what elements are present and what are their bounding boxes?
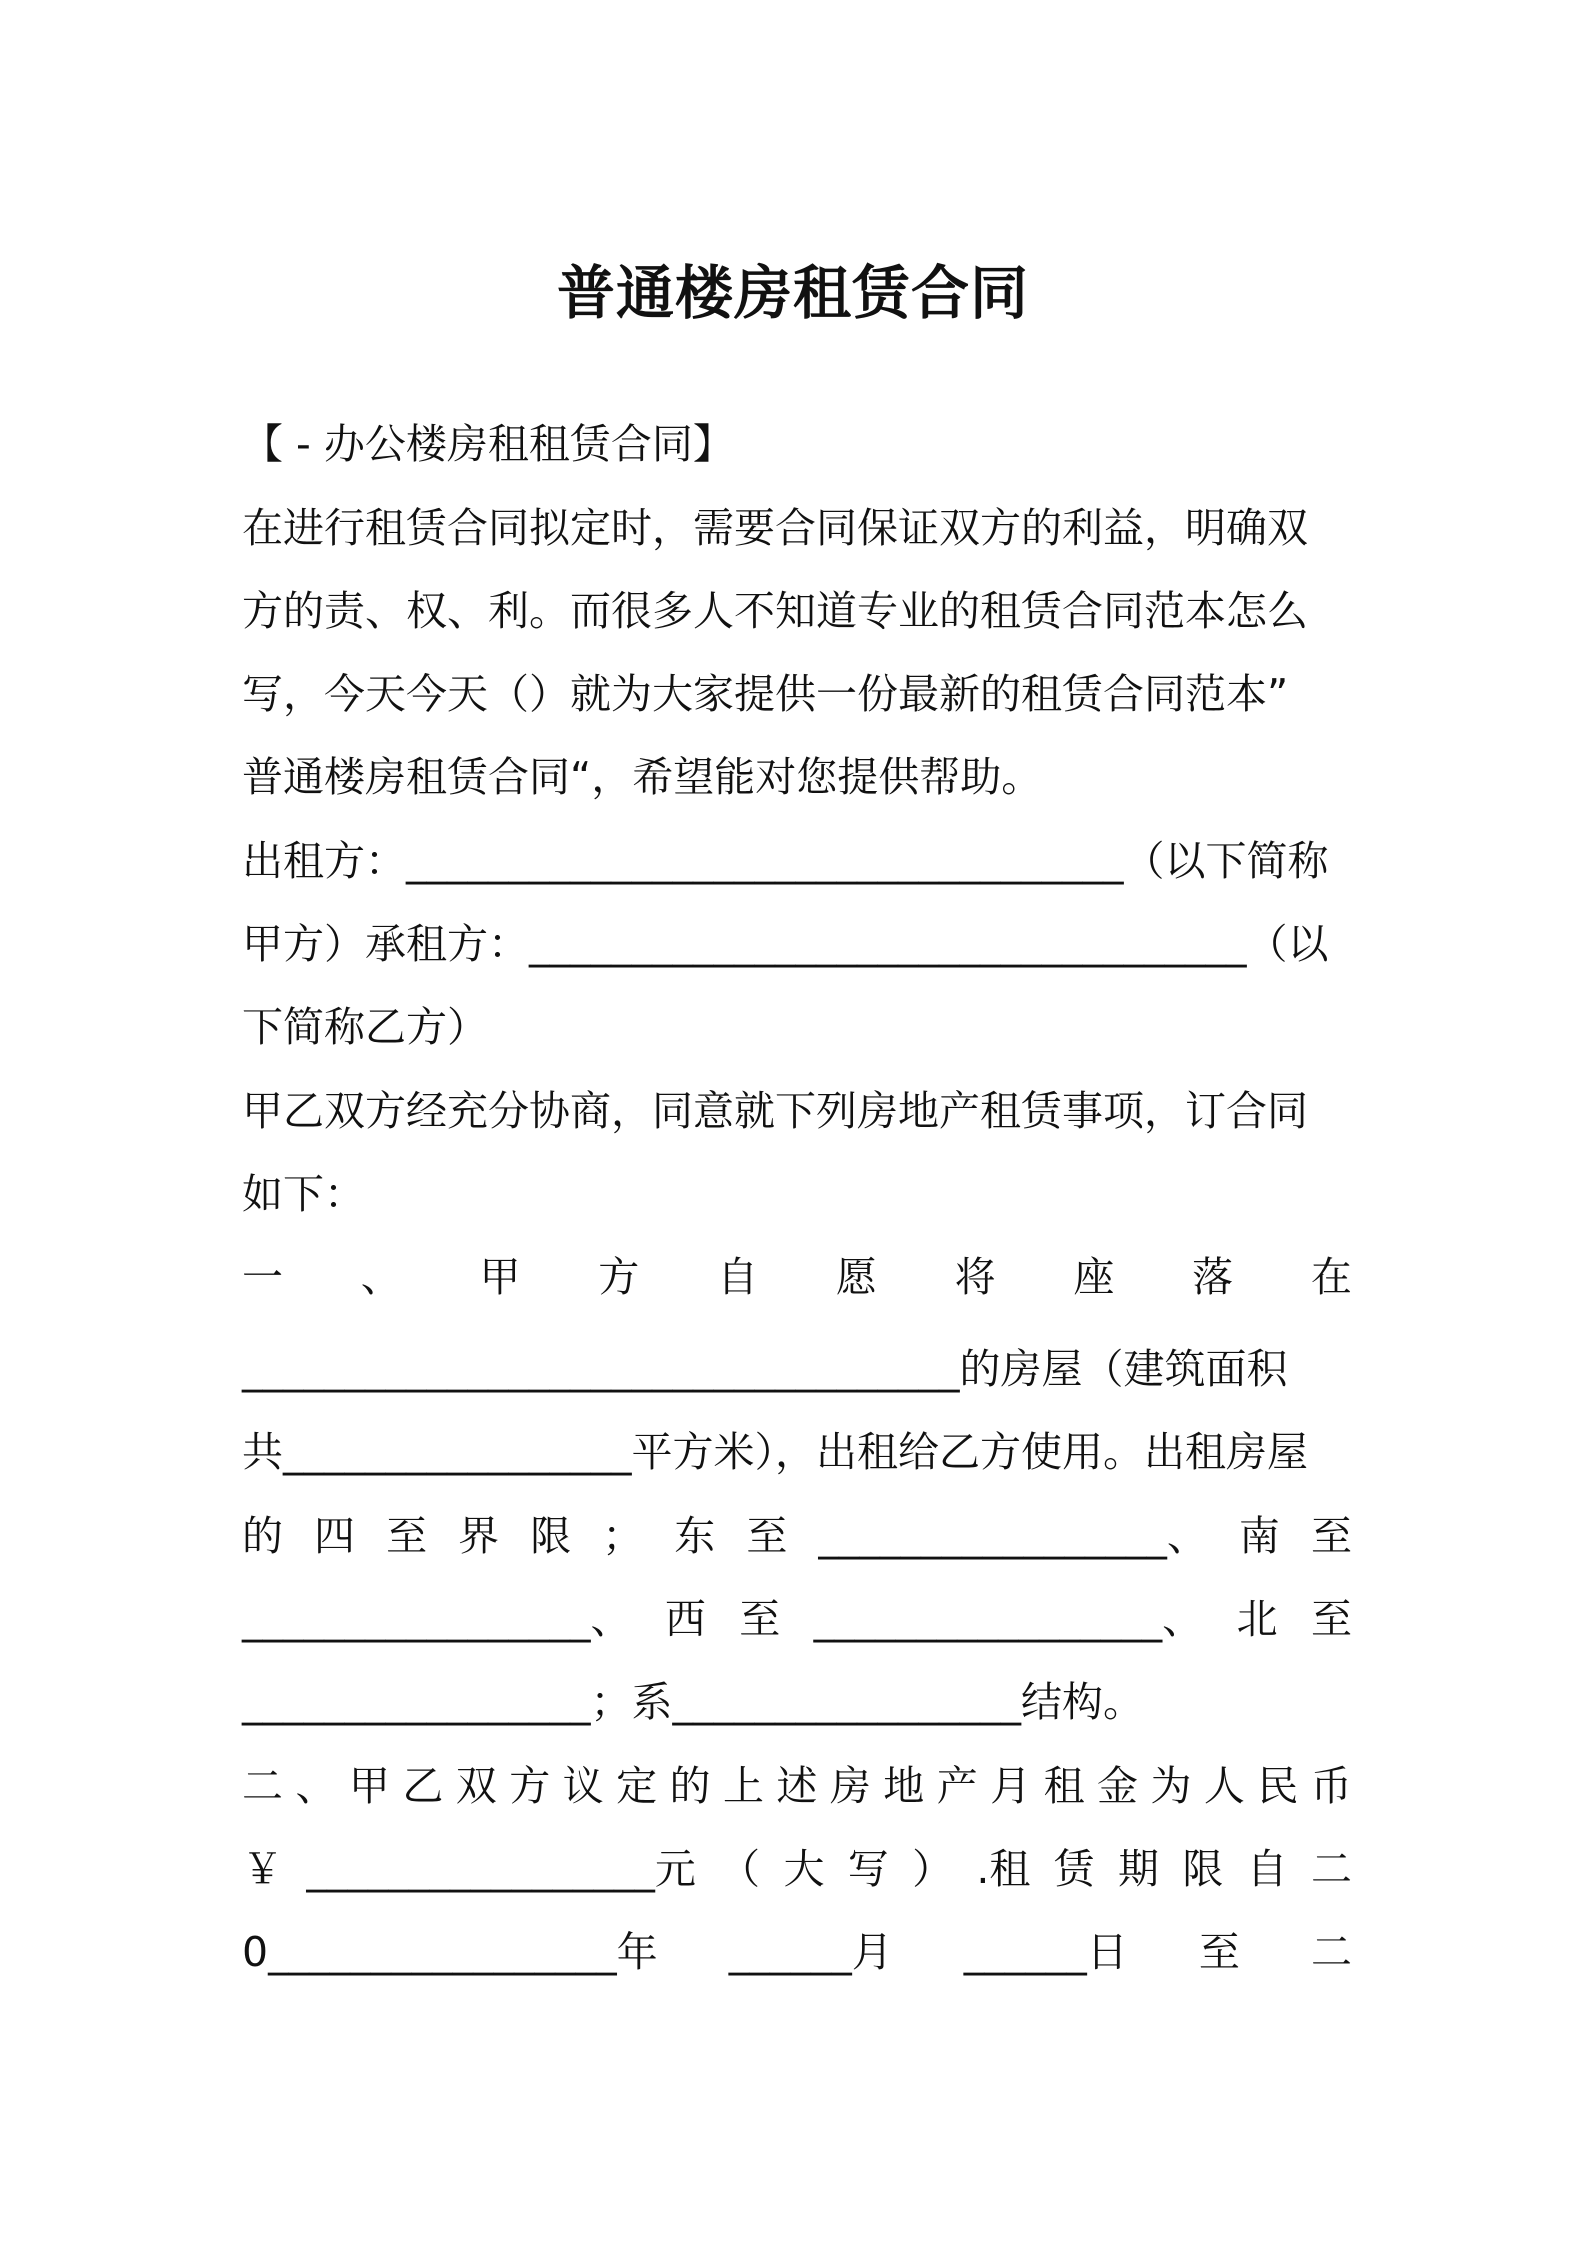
clause-2-char: 上 xyxy=(722,1762,764,1810)
bounds-char: 至 xyxy=(746,1512,788,1560)
clause-2-token: ￥ xyxy=(242,1845,283,1893)
clause-2-char: 民 xyxy=(1257,1762,1299,1810)
bounds-blank-south: _________________、 xyxy=(242,1595,632,1643)
lease-start-year-blank: 0_________________年 xyxy=(242,1928,658,1976)
clause-1-char: 座 xyxy=(1073,1253,1115,1301)
document-title: 普通楼房租赁合同 xyxy=(556,259,1029,327)
clause-2-char: 的 xyxy=(669,1762,711,1810)
clause-1-char: 在 xyxy=(1310,1253,1352,1301)
clause-1-char: 愿 xyxy=(835,1253,877,1301)
clause-1-char: 方 xyxy=(598,1253,640,1301)
clause-2-char: 人 xyxy=(1203,1762,1245,1810)
bounds-char: 西 xyxy=(664,1595,706,1643)
clause-2-char: 双 xyxy=(455,1762,497,1810)
bounds-char: 的 xyxy=(242,1512,283,1560)
clause-1-heading xyxy=(242,1247,1352,1307)
clause-2-token: 赁 xyxy=(1053,1845,1095,1893)
bounds-char: 至 xyxy=(739,1595,781,1643)
clause-2-char: 产 xyxy=(936,1762,978,1810)
bounds-blank-east: _________________、 xyxy=(818,1512,1208,1560)
clause-2-token: 大 xyxy=(783,1845,825,1893)
bounds-char: 四 xyxy=(314,1512,356,1560)
clause-1-line-2: 共_________________平方米），出租给乙方使用。出租房屋 xyxy=(242,1428,1308,1476)
clause-2-token: 二 xyxy=(1310,1845,1352,1893)
clause-2-char: 乙 xyxy=(402,1762,444,1810)
clause-2-char: 地 xyxy=(883,1762,925,1810)
bounds-blank-west: _________________、 xyxy=(813,1595,1204,1643)
clause-1-bounds-line-1 xyxy=(242,1506,1352,1566)
lease-start-month-blank: ______月 xyxy=(728,1928,893,1976)
paragraph-line-1: 在进行租赁合同拟定时，需要合同保证双方的利益，明确双 xyxy=(242,504,1308,552)
agreement-line-1: 甲乙双方经充分协商，同意就下列房地产租赁事项，订合同 xyxy=(242,1087,1308,1135)
clause-2-char: 月 xyxy=(990,1762,1032,1810)
clause-1-char: 落 xyxy=(1192,1253,1234,1301)
clause-2-line-2 xyxy=(242,1839,1352,1899)
bounds-char: 南 xyxy=(1238,1512,1280,1560)
clause-2-token: 自 xyxy=(1246,1845,1288,1893)
clause-2-char: 方 xyxy=(509,1762,551,1810)
clause-1-char: 自 xyxy=(717,1253,759,1301)
clause-1-bounds-line-2 xyxy=(242,1589,1352,1649)
clause-2-char: 为 xyxy=(1150,1762,1192,1810)
clause-2-char: 金 xyxy=(1097,1762,1138,1810)
document-subtitle: 【 - 办公楼房租租赁合同】 xyxy=(242,420,734,468)
bounds-char: 至 xyxy=(1310,1512,1352,1560)
clause-2-char: 述 xyxy=(776,1762,818,1810)
clause-2-token: .租 xyxy=(976,1845,1031,1893)
clause-1-line-1: ___________________________________的房屋（建筑面积 xyxy=(242,1345,1288,1393)
paragraph-line-2: 方的责、权、利。而很多人不知道专业的租赁合同范本怎么 xyxy=(242,587,1308,635)
clause-2-char: 、 xyxy=(295,1762,337,1810)
bounds-char: 至 xyxy=(386,1512,428,1560)
rent-amount-blank: _________________元 xyxy=(306,1845,696,1893)
clause-2-line-3 xyxy=(242,1922,1352,1982)
clause-2-token: 写 xyxy=(847,1845,889,1893)
agreement-line-2: 如下： xyxy=(242,1170,365,1218)
paragraph-line-4: 普通楼房租赁合同“，希望能对您提供帮助。 xyxy=(242,753,1043,801)
lease-start-day-blank: ______日 xyxy=(963,1928,1128,1976)
clause-2-char: 甲 xyxy=(348,1762,390,1810)
clause-2-char: 房 xyxy=(829,1762,871,1810)
paragraph-line-3: 写，今天今天（）就为大家提供一份最新的租赁合同范本” xyxy=(242,670,1289,718)
clause-2-token: 二 xyxy=(1310,1928,1352,1976)
clause-2-token: 期 xyxy=(1118,1845,1160,1893)
clause-2-token: ） xyxy=(912,1845,954,1893)
clause-1-char: 一 xyxy=(242,1253,283,1301)
clause-1-end-line: _________________；系_________________结构。 xyxy=(242,1678,1144,1726)
clause-2-char: 租 xyxy=(1043,1762,1085,1810)
bounds-char: 至 xyxy=(1310,1595,1352,1643)
lessor-line: 出租方：___________________________________（以下简称 xyxy=(242,837,1329,885)
clause-2-char: 币 xyxy=(1310,1762,1352,1810)
clause-2-token: （ xyxy=(719,1845,761,1893)
lessee-line-end: 下简称乙方） xyxy=(242,1003,488,1051)
bounds-char: 限 xyxy=(530,1512,572,1560)
bounds-char: ； xyxy=(602,1512,644,1560)
lessee-line: 甲方）承租方：___________________________________（以 xyxy=(242,920,1329,968)
clause-2-heading xyxy=(242,1756,1352,1816)
clause-1-char: 、 xyxy=(360,1253,402,1301)
clause-2-token: 限 xyxy=(1182,1845,1224,1893)
clause-1-char: 将 xyxy=(954,1253,996,1301)
bounds-char: 北 xyxy=(1236,1595,1278,1643)
clause-2-char: 二 xyxy=(242,1762,283,1810)
clause-2-char: 议 xyxy=(562,1762,604,1810)
bounds-char: 东 xyxy=(674,1512,716,1560)
bounds-char: 界 xyxy=(458,1512,500,1560)
clause-2-char: 定 xyxy=(616,1762,658,1810)
clause-2-token: 至 xyxy=(1198,1928,1240,1976)
clause-1-char: 甲 xyxy=(479,1253,521,1301)
